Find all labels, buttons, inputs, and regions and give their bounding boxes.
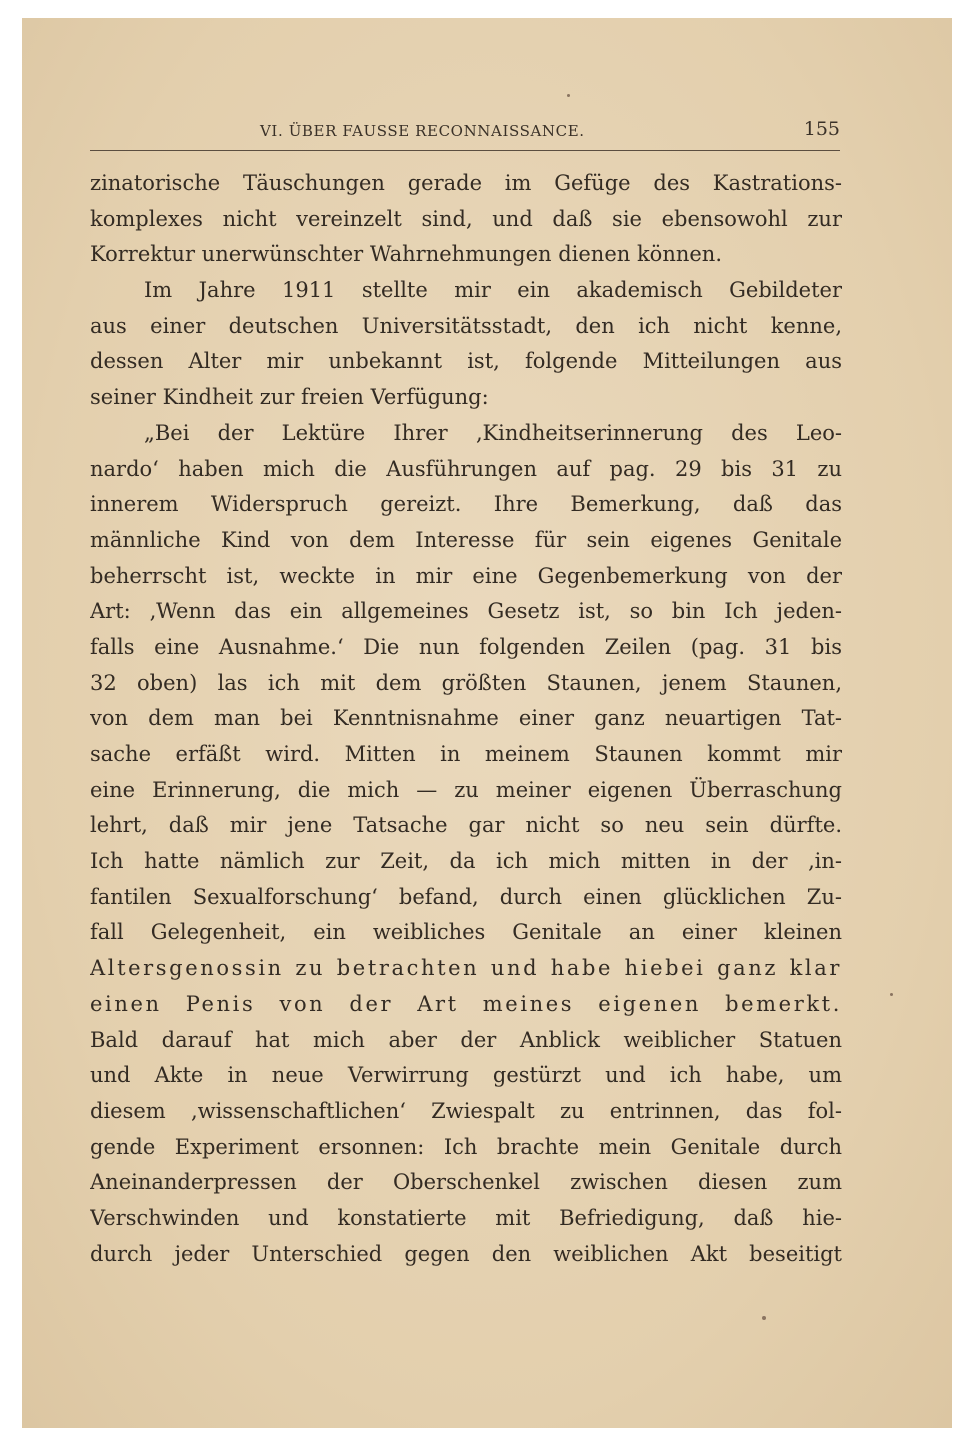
text-line: zinatorische Täuschungen gerade im Gefüge des Kastrations-: [90, 171, 842, 195]
text-line: nardo‘ haben mich die Ausführungen auf pag. 29 bis 31 zu: [90, 456, 842, 481]
paper-speck: [567, 94, 570, 97]
text-line: Korrektur unerwünschter Wahrnehmungen dienen können.: [90, 242, 722, 267]
text-line-emphasis: einen Penis von der Art meines eigenen bemerkt.: [90, 991, 842, 1016]
text-line: Bald darauf hat mich aber der Anblick weiblicher Statuen: [90, 1027, 842, 1052]
text-line: eine Erinnerung, die mich — zu meiner eigenen Überraschung: [90, 777, 842, 802]
text-line: aus einer deutschen Universitätsstadt, den ich nicht kenne,: [90, 313, 842, 338]
text-line: fall Gelegenheit, ein weibliches Genitale an einer kleinen: [90, 920, 842, 945]
text-line: männliche Kind von dem Interesse für sein eigenes Genitale: [90, 527, 842, 552]
paper-speck: [762, 1316, 766, 1320]
text-line: sache erfäßt wird. Mitten in meinem Staunen kommt mir: [90, 742, 842, 766]
book-page: [22, 18, 952, 1428]
text-line: falls eine Ausnahme.‘ Die nun folgenden Zeilen (pag. 31 bis: [90, 634, 842, 659]
header-rule: [90, 150, 840, 151]
text-line-emphasis: Altersgenossin zu betrachten und habe hiebei ganz klar: [90, 956, 842, 981]
running-title: VI. ÜBER FAUSSE RECONNAISSANCE.: [260, 122, 585, 140]
text-line: innerem Widerspruch gereizt. Ihre Bemerkung, daß das: [90, 492, 842, 517]
text-line: 32 oben) las ich mit dem größten Staunen, jenem Staunen,: [90, 670, 842, 695]
text-line: fantilen Sexualforschung‘ befand, durch einen glücklichen Zu-: [90, 884, 842, 909]
paper-speck: [890, 993, 893, 996]
page-number: 155: [803, 118, 840, 140]
text-line: komplexes nicht vereinzelt sind, und daß sie ebensowohl zur: [90, 206, 842, 231]
text-line: durch jeder Unterschied gegen den weiblichen Akt beseitigt: [90, 1241, 842, 1266]
text-line: lehrt, daß mir jene Tatsache gar nicht so neu sein dürfte.: [90, 813, 842, 838]
text-line: diesem ‚wissenschaftlichen‘ Zwiespalt zu entrinnen, das fol-: [90, 1098, 842, 1123]
text-line: Art: ‚Wenn das ein allgemeines Gesetz ist, so bin Ich jeden-: [90, 599, 842, 624]
text-line: seiner Kindheit zur freien Verfügung:: [90, 385, 489, 410]
text-line: dessen Alter mir unbekannt ist, folgende Mitteilungen aus: [90, 349, 842, 374]
text-line: gende Experiment ersonnen: Ich brachte mein Genitale durch: [90, 1134, 842, 1159]
text-line: Im Jahre 1911 stellte mir ein akademisch Gebildeter: [144, 278, 842, 303]
text-line: und Akte in neue Verwirrung gestürzt und ich habe, um: [90, 1063, 842, 1088]
text-line: „Bei der Lektüre Ihrer ‚Kindheitserinnerung des Leo-: [144, 420, 842, 445]
running-header: [90, 120, 840, 150]
text-line: beherrscht ist, weckte in mir eine Gegenbemerkung von der: [90, 563, 842, 588]
text-line: von dem man bei Kenntnisnahme einer ganz neuartigen Tat-: [90, 706, 842, 731]
body-text: [90, 166, 842, 1272]
text-line: Verschwinden und konstatierte mit Befriedigung, daß hie-: [90, 1205, 842, 1230]
text-line: Ich hatte nämlich zur Zeit, da ich mich mitten in der ‚in-: [90, 849, 842, 874]
text-line: Aneinanderpressen der Oberschenkel zwischen diesen zum: [90, 1170, 842, 1195]
